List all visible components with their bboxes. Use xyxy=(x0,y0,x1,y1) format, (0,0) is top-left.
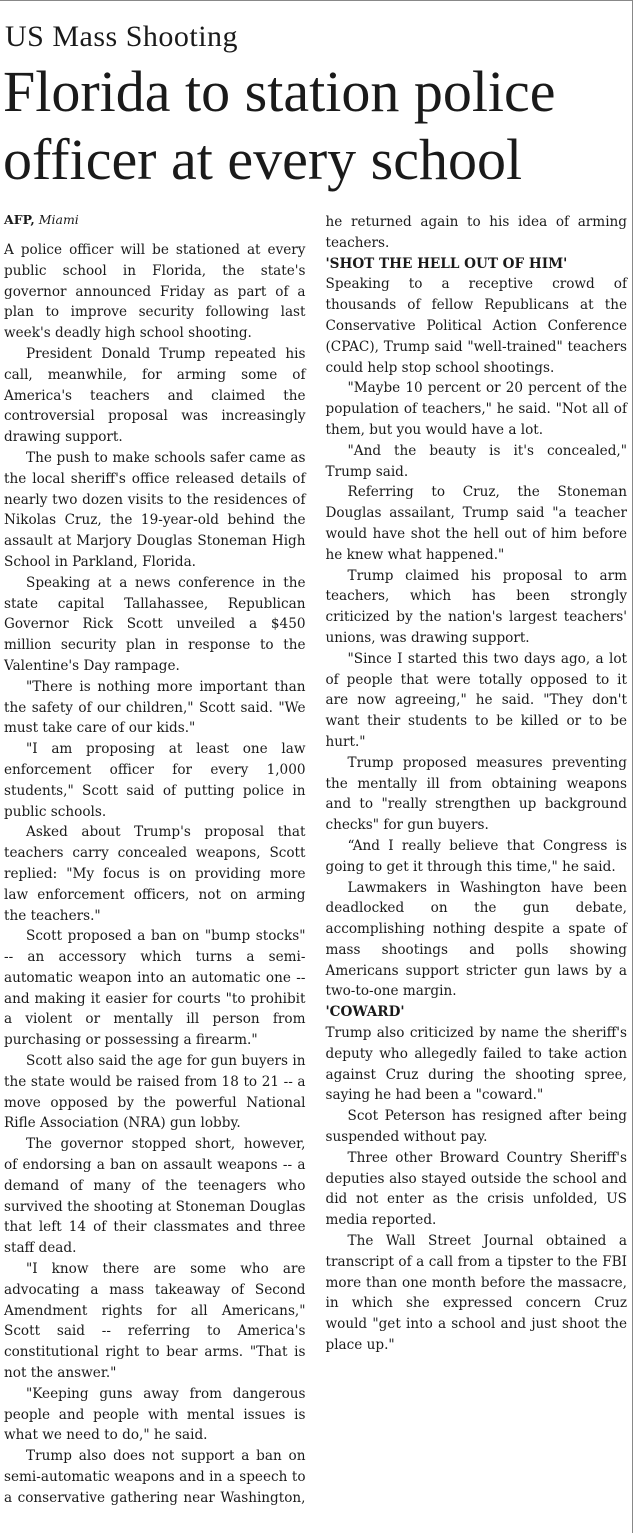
paragraph: Trump proposed measures preventing the mentally ill from obtaining weapons and to "really strengthen up background checks" for gun buyers. xyxy=(325,754,627,834)
paragraph: Scott also said the age for gun buyers in the state would be raised from 18 to 21 -- a move opposed by the powerful National Rifle Association (NRA) gun lobby. xyxy=(4,1053,306,1132)
paragraph: “And I really believe that Congress is going to get it through this time," he said. xyxy=(325,837,627,875)
headline: Florida to station police officer at every school xyxy=(3,59,556,192)
paragraph: "I know there are some who are advocating a mass takeaway of Second Amendment rights for all Americans," Scott said -- referring to America's constitutional right to bear arms. "That is not the answer." xyxy=(4,1261,306,1382)
article-body xyxy=(4,212,627,1530)
paragraph: Trump claimed his proposal to arm teachers, which has been strongly criticized by the nation's largest teachers' unions, was drawing support. xyxy=(325,567,627,646)
paragraph: Lawmakers in Washington have been deadlocked on the gun debate, accomplishing nothing despite a spate of mass shootings and polls showing Americans support stricter gun laws by a two-to-one margin. xyxy=(325,879,627,1000)
subheading: 'COWARD' xyxy=(325,1004,405,1021)
paragraph: Trump also criticized by name the sheriff's deputy who allegedly failed to take action against Cruz during the shooting spree, saying he had been a "coward." xyxy=(325,1025,627,1104)
paragraph: Scot Peterson has resigned after being suspended without pay. xyxy=(325,1108,627,1146)
paragraph: "Since I started this two days ago, a lot of people that were totally opposed to it are now agreeing," he said. "They don't want their students to be killed or to be hurt." xyxy=(325,650,627,750)
paragraph: The Wall Street Journal obtained a transcript of a call from a tipster to the FBI more than one month before the massacre, in which she expressed concern Cruz would "get into a school and just shoot the place up." xyxy=(325,1233,627,1354)
paragraph: Speaking to a receptive crowd of thousands of fellow Republicans at the Conservative Political Action Conference (CPAC), Trump said "well-trained" teachers could help stop school shootings. xyxy=(325,276,627,376)
paragraph: Scott proposed a ban on "bump stocks" -- an accessory which turns a semi-automatic weapon into an automatic one -- and making it easier for courts "to prohibit a violent or mentally ill person from purchasing or possessing a firearm." xyxy=(4,928,306,1049)
paragraph: The push to make schools safer came as the local sheriff's office released details of nearly two dozen visits to the residences of Nikolas Cruz, the 19-year-old behind the assault at Marjory Douglas Stoneman High School in Parkland, Florida. xyxy=(4,449,306,570)
paragraph: "There is nothing more important than the safety of our children," Scott said. "We must take care of our kids." xyxy=(4,678,306,737)
byline xyxy=(4,212,306,228)
byline-place: Miami xyxy=(38,212,79,227)
subheading: 'SHOT THE HELL OUT OF HIM' xyxy=(325,255,568,272)
paragraph: Speaking at a news conference in the state capital Tallahassee, Republican Governor Rick Scott unveiled a $450 million security plan in response to the Valentine's Day rampage. xyxy=(4,574,306,674)
paragraph: "Keeping guns away from dangerous people and people with mental issues is what we need to do," he said. xyxy=(4,1385,306,1444)
section-kicker: US Mass Shooting xyxy=(5,20,239,53)
byline-agency: AFP, xyxy=(4,212,35,227)
paragraph: Trump also does not support a ban on semi-automatic weapons and in a speech to a conservative gathering near Washington, he returned again to his idea of arming teachers. xyxy=(4,214,627,1506)
paragraph: "Maybe 10 percent or 20 percent of the population of teachers," he said. "Not all of them, but you would have a lot. xyxy=(325,380,627,438)
paragraph: "I am proposing at least one law enforcement officer for every 1,000 students," Scott said of putting police in public schools. xyxy=(4,741,306,820)
paragraph: "And the beauty is it's concealed," Trump said. xyxy=(325,442,627,480)
paragraph: President Donald Trump repeated his call, meanwhile, for arming some of America's teachers and claimed the controversial proposal was increasingly drawing support. xyxy=(4,345,306,446)
paragraph: The governor stopped short, however, of endorsing a ban on assault weapons -- a demand of many of the teenagers who survived the shooting at Stoneman Douglas that left 14 of their classmates and three staff dead. xyxy=(4,1136,306,1257)
paragraph: A police officer will be stationed at every public school in Florida, the state's governor announced Friday as part of a plan to improve security following last week's deadly high school shooting. xyxy=(4,242,306,342)
paragraph: Referring to Cruz, the Stoneman Douglas assailant, Trump said "a teacher would have shot the hell out of him before he knew what happened." xyxy=(325,484,627,563)
paragraph: Three other Broward Country Sheriff's deputies also stayed outside the school and did not enter as the crisis unfolded, US media reported. xyxy=(325,1149,627,1229)
paragraph: Asked about Trump's proposal that teachers carry concealed weapons, Scott replied: "My focus is on providing more law enforcement officers, not on arming the teachers." xyxy=(4,824,306,924)
